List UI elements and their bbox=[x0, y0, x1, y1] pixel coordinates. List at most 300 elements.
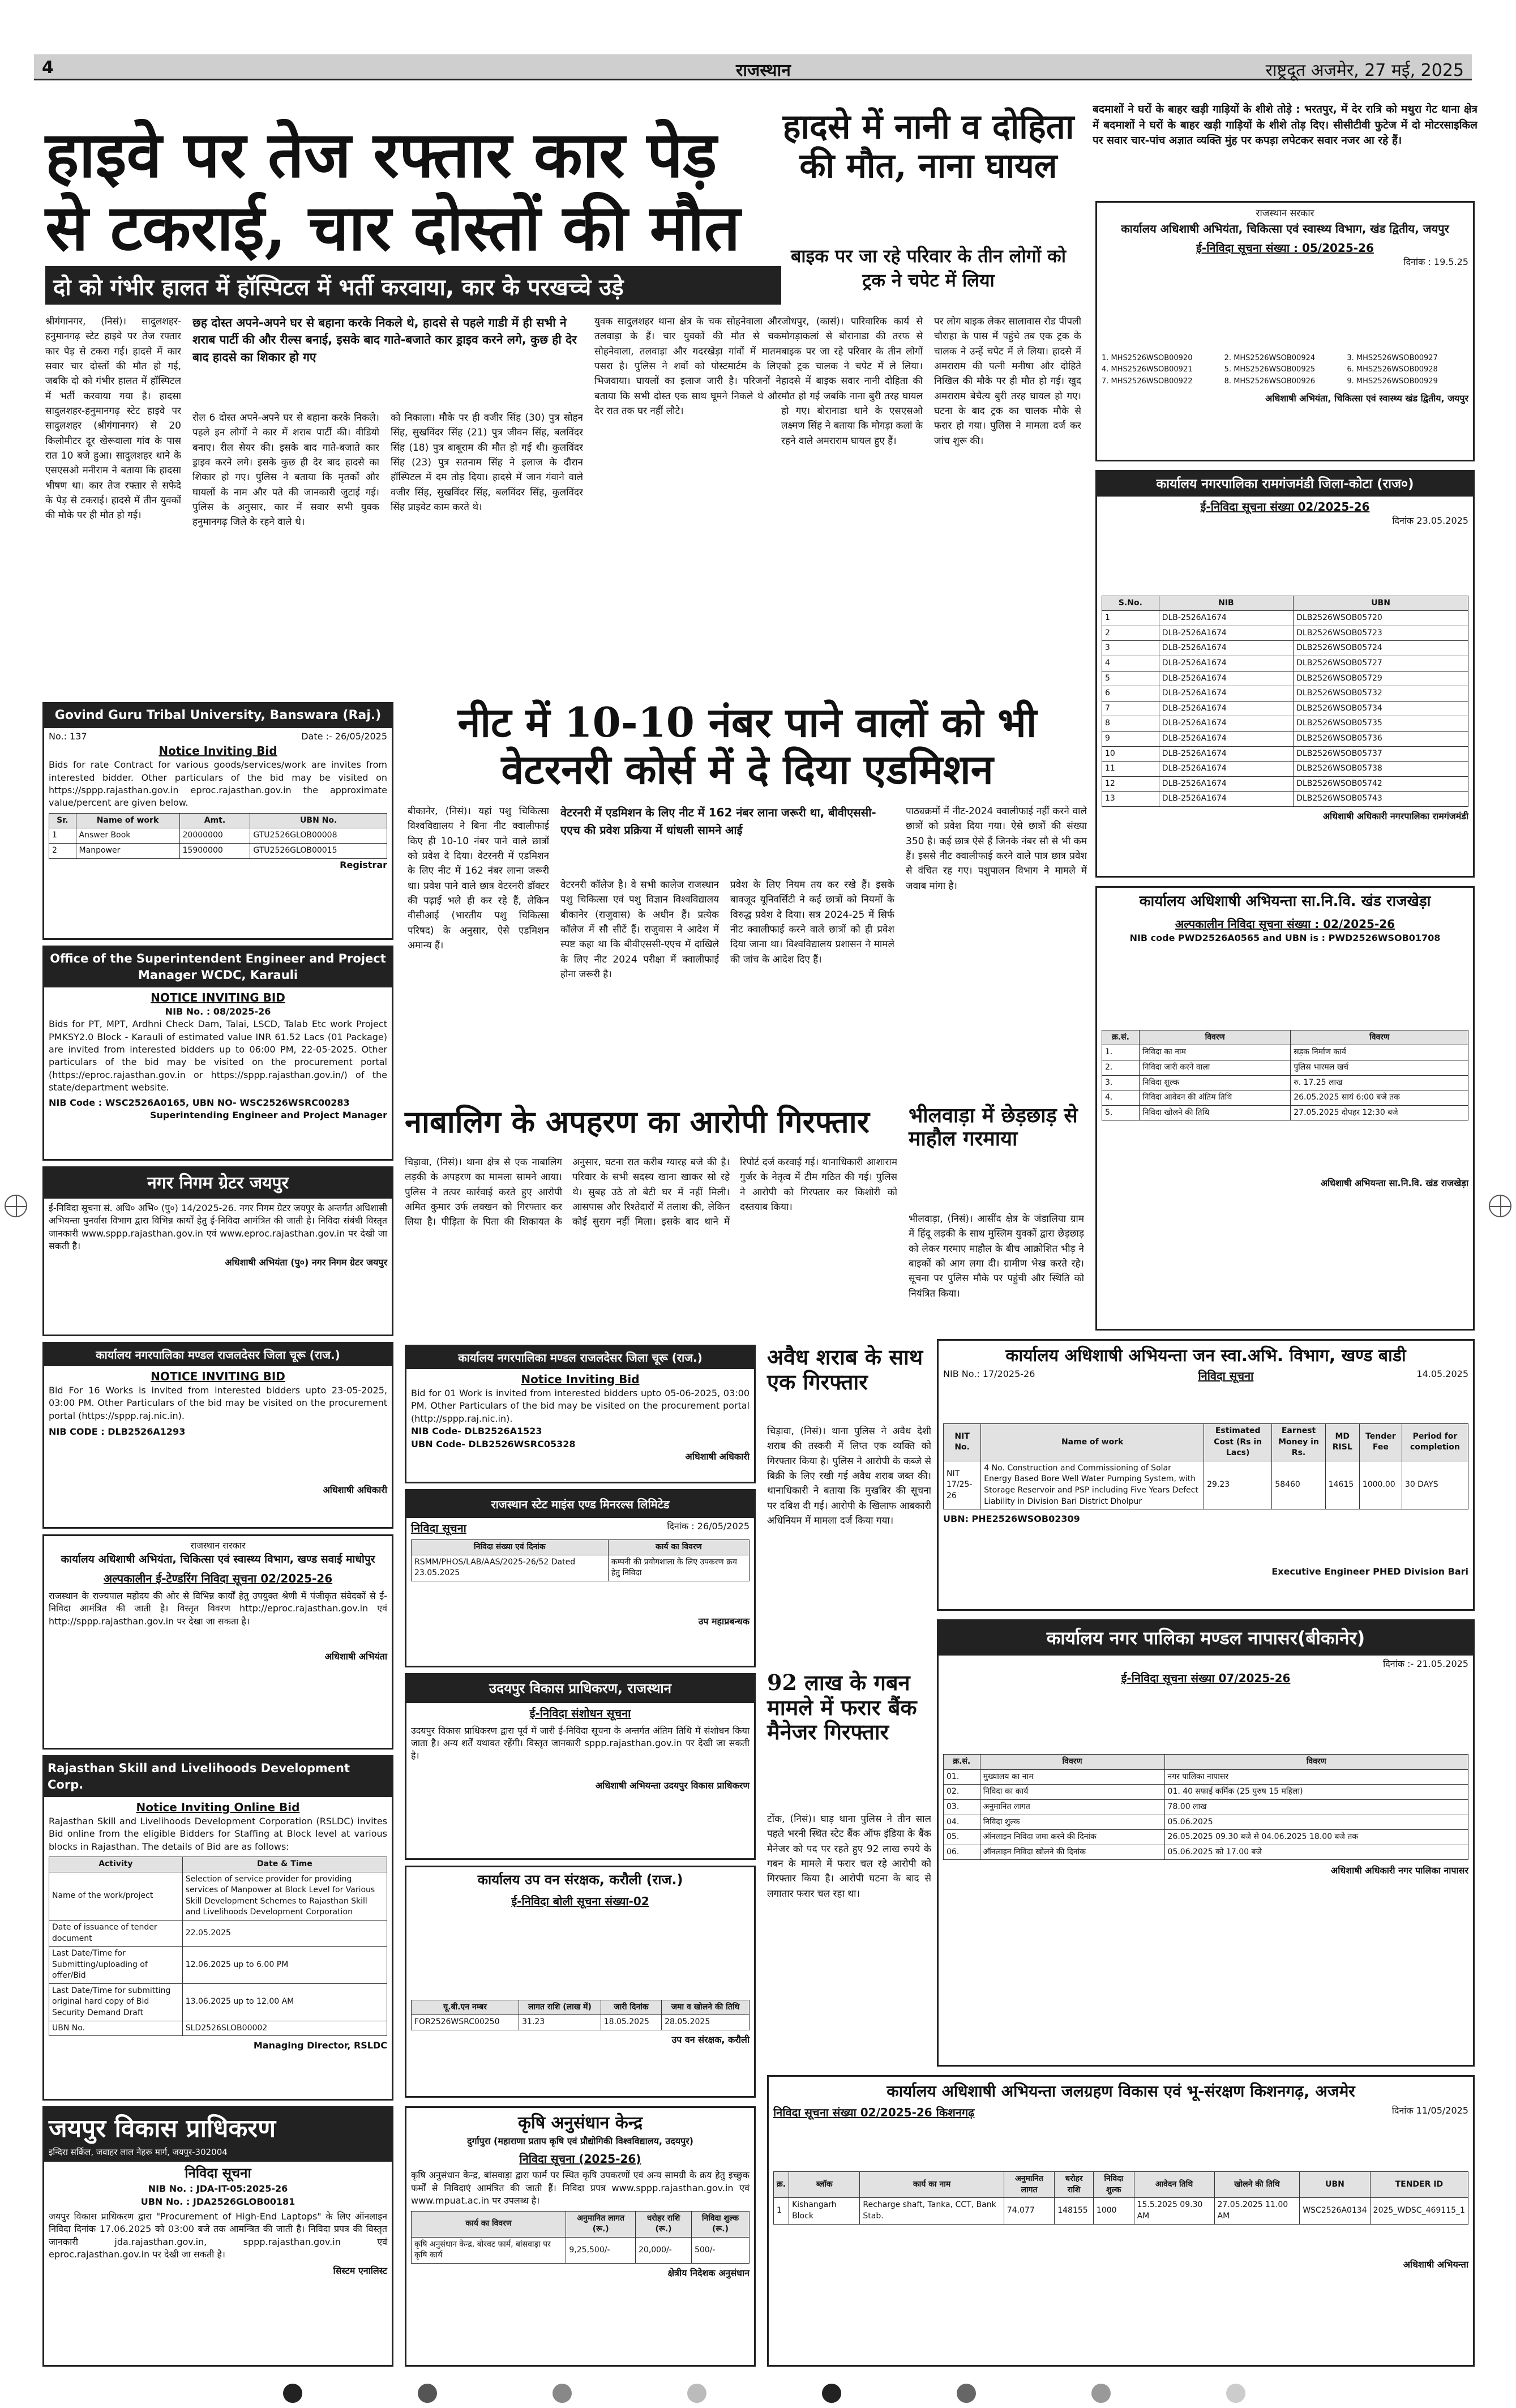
page-number: 4 bbox=[42, 58, 54, 78]
lead-body-1: श्रीगंगानगर, (निसं)। सादुलशहर-हनुमानगढ़ स्टेट हाइवे पर तेज रफ्तार कार पेड़ से टकरा गई। हादसे में कार सवार चार दोस्तों की मौत हो गई, जबकि दो को गंभीर हालत में हॉस्पिटल में भर्ती करवाया गया है। हादसा सादुलशहर-हनुमानगढ़ स्टेट हाइवे पर सादुलशहर (श्रीगंगानगर) से 20 किलोमीटर दूर खेरूवाला गांव के पास रात 10 बजे हुआ। सादुलशहर थाने के एसएसओ मनीराम ने बताया कि हादसा भीषण था। कार तेज रफ्तार से सफेदे के पेड़ से टकराई। हादसे में तीन युवकों की मौके पर ही मौत हो गई। bbox=[45, 316, 181, 521]
table-cell: 01. 40 सफाई कर्मिक (25 पुरुष 15 महिला) bbox=[1164, 1785, 1468, 1800]
table-row bbox=[1102, 701, 1468, 716]
table-header-cell: NIB bbox=[1159, 596, 1293, 611]
rsldc-sub: Notice Inviting Online Bid bbox=[136, 1800, 300, 1814]
table-header-cell: UBN bbox=[1300, 2172, 1370, 2198]
table-cell: 2 bbox=[1102, 626, 1159, 641]
jda-header bbox=[44, 2108, 392, 2162]
table-cell: कृषि अनुसंधान केन्द्र, बोरवट फार्म, बांसवाड़ा पर कृषि कार्य bbox=[412, 2237, 566, 2263]
table-cell: RSMM/PHOS/LAB/AAS/2025-26/52 Dated 23.05.2025 bbox=[412, 1555, 609, 1581]
churu-mid-ubn: UBN Code- DLB2526WSRC05328 bbox=[411, 1438, 576, 1449]
table-cell: 78.00 लाख bbox=[1164, 1799, 1468, 1815]
table-cell: Last Date/Time for Submitting/uploading of offer/Bid bbox=[49, 1947, 183, 1984]
table-cell: 148155 bbox=[1055, 2198, 1094, 2224]
table-cell: सड़क निर्माण कार्य bbox=[1291, 1045, 1468, 1060]
table-cell: DLB-2526A1674 bbox=[1159, 792, 1293, 807]
kishangarh-footer: अधिशाषी अभियन्ता bbox=[1403, 2259, 1468, 2270]
table-cell: 12 bbox=[1102, 776, 1159, 792]
table-row bbox=[944, 1830, 1468, 1845]
krishi-text: कृषि अनुसंधान केन्द्र, बांसवाड़ा द्वारा फार्म पर स्थित कृषि उपकरणों एवं अन्य सामग्री के क्रय हेतु इच्छुक फर्मों से निविदाएं आमंत्रित की जाती हैं। निविदा प्रपत्र www.sppp.rajasthan.gov.in एवं www.mpuat.ac.in पर उपलब्ध है। bbox=[411, 2170, 750, 2206]
rsldc-text: Rajasthan Skill and Livelihoods Development Corporation (RSLDC) invites Bid online from the eligible Bidders for Staffing at Block level at various blocks in Rajasthan. The details of Bid are as follows: bbox=[49, 1815, 387, 1852]
table-cell: 30 DAYS bbox=[1402, 1461, 1468, 1509]
ubn-item: 1. MHS2526WSOB00920 bbox=[1102, 354, 1193, 363]
table-cell: 13.06.2025 up to 12.00 AM bbox=[182, 1983, 387, 2021]
churu-left-sub: NOTICE INVITING BID bbox=[151, 1370, 285, 1383]
table-header-cell: Period for completion bbox=[1402, 1424, 1468, 1461]
table-cell: Selection of service provider for providing services of Manpower at Block Level for Various Skill Development Schemes to Rajasthan Skill and Livelihoods Development Corporation bbox=[182, 1872, 387, 1920]
table-cell: ऑनलाइन निविदा जमा करने की दिनांक bbox=[980, 1830, 1164, 1845]
color-dot bbox=[283, 2384, 302, 2403]
table-cell: 5 bbox=[1102, 671, 1159, 686]
table-header-cell: कार्य का विवरण bbox=[412, 2211, 566, 2237]
table-row bbox=[1102, 641, 1468, 656]
table-cell: 13 bbox=[1102, 792, 1159, 807]
tender-gov-label: राजस्थान सरकार bbox=[1256, 208, 1314, 219]
churu-mid-nib: NIB Code- DLB2526A1523 bbox=[411, 1426, 542, 1437]
table-cell: GTU2526GLOB00008 bbox=[250, 828, 387, 844]
color-dot bbox=[1091, 2384, 1111, 2403]
table-cell: DLB2526WSOB05729 bbox=[1294, 671, 1468, 686]
right-news-brief: बदमाशों ने घरों के बाहर खड़ी गाड़ियों के शीशे तोड़े : भरतपुर, में देर रात्रि को मथुरा गेट थाना क्षेत्र में बदमाशों ने घरों के बाहर खड़ी गाड़ियों के शीशे तोड़ दिए। सीसीटीवी फुटेज में दो मोटरसाइकिल पर सवार चार-पांच अज्ञात व्यक्ति मुंह पर कपड़ा लपेटकर सवार नजर आ रहे हैं। bbox=[1093, 103, 1478, 147]
table-cell: 3 bbox=[1102, 641, 1159, 656]
table-cell: 1 bbox=[49, 828, 76, 844]
jda-addr: इन्दिरा सर्किल, जवाहर लाल नेहरू मार्ग, जयपुर-302004 bbox=[49, 2146, 228, 2157]
table-cell: DLB-2526A1674 bbox=[1159, 716, 1293, 732]
wcdc-text: Bids for PT, MPT, Ardhni Check Dam, Talai, LSCD, Talab Etc work Project PMKSY2.0 Block - Karauli of estimated value INR 61.52 Lacs (01 Package) are invited from interested bidders up to 06:00 PM, 22-05-2025. Other particulars of the bid may be visited on the procurement portal (https://eproc.rajasthan.gov.in or https://sppp.rajasthan.gov.in/) of the state/department website. bbox=[49, 1019, 387, 1093]
table-cell: निविदा शुल्क bbox=[980, 1815, 1164, 1830]
tender-wcdc bbox=[42, 946, 393, 1161]
table-cell: 06. bbox=[944, 1845, 980, 1860]
table-row bbox=[49, 2021, 387, 2036]
krishi-title: कृषि अनुसंधान केन्द्र bbox=[518, 2113, 643, 2133]
story2-body-2: पर लोग बाइक लेकर सालावास रोड पीपली चौराहा के पास में पहुंचे तब एक ट्रक के चालक ने उन्हें चपेट में ले लिया। हादसे में अमराराम की पत्नी मनीषा और दोहिते निखिल की मौके पर ही मौत हो गई। खुद अमराराम बेचैत्य बुरी तरह घायल हो गए। घटना के बाद ट्रक का चालक मौके से फरार हो गया। पुलिस ने मामला दर्ज कर जांच शुरू की। bbox=[934, 316, 1081, 447]
table-cell: 500/- bbox=[691, 2237, 749, 2263]
bhilwara-headline: भीलवाड़ा में छेड़छाड़ से माहौल गरमाया bbox=[909, 1104, 1078, 1151]
table-header-cell: Name of work bbox=[981, 1424, 1204, 1461]
neet-headline: नीट में 10-10 नंबर पाने वालों को भी वेटरनरी कोर्स में दे दिया एडमिशन bbox=[457, 698, 1037, 793]
medical-sm-title: कार्यालय अधिशाषी अभियंता, चिकित्सा एवं स्वास्थ्य विभाग, खण्ड सवाई माधोपुर bbox=[61, 1553, 375, 1566]
table-header-cell: Name of work bbox=[76, 813, 179, 828]
table-row bbox=[944, 1799, 1468, 1815]
udaipur-footer: अधिशाषी अभियन्ता उदयपुर विकास प्राधिकरण bbox=[595, 1780, 750, 1791]
nigam-footer: अधिशाषी अभियंता (पु०) नगर निगम ग्रेटर जयपुर bbox=[225, 1256, 387, 1268]
table-cell: 3. bbox=[1102, 1075, 1140, 1090]
color-dot bbox=[822, 2384, 841, 2403]
table-cell: 05. bbox=[944, 1830, 980, 1845]
table-row bbox=[1102, 792, 1468, 807]
udaipur-title: उदयपुर विकास प्राधिकरण, राजस्थान bbox=[406, 1675, 754, 1703]
tender-phed bbox=[937, 1339, 1475, 1611]
ubn-item: 4. MHS2526WSOB00921 bbox=[1102, 365, 1193, 374]
table-header-cell: खोलने की तिथि bbox=[1214, 2172, 1300, 2198]
table-header-cell: जारी दिनांक bbox=[601, 2000, 661, 2015]
jda-notice: निविदा सूचना bbox=[185, 2165, 251, 2181]
table-header-cell: लागत राशि (लाख में) bbox=[519, 2000, 601, 2015]
table-cell: पुलिस भारमल खर्च bbox=[1291, 1060, 1468, 1075]
color-dot bbox=[957, 2384, 976, 2403]
table-cell: UBN No. bbox=[49, 2021, 183, 2036]
medical-sm-footer: अधिशाषी अभियंता bbox=[324, 1651, 387, 1662]
table-row bbox=[1102, 656, 1468, 671]
napasar-date: दिनांक :- 21.05.2025 bbox=[1383, 1658, 1468, 1669]
liquor-body: चिड़ावा, (निसं)। थाना पुलिस ने अवैध देशी शराब की तस्करी में लिप्त एक व्यक्ति को गिरफ्तार किया है। पुलिस ने आरोपी के कब्जे से बिक्री के लिए रखी गई अवैध शराब जब्त की। थानाधिकारी ने बताया कि मुखबिर की सूचना पर दबिश दी गई। आरोपी के खिलाफ आबकारी अधिनियम में मामला दर्ज किया गया। bbox=[767, 1426, 931, 1527]
table-cell: 22.05.2025 bbox=[182, 1920, 387, 1946]
table-cell: DLB2526WSOB05743 bbox=[1294, 792, 1468, 807]
tender-udaipur bbox=[405, 1673, 756, 1860]
govind-title: Govind Guru Tribal University, Banswara (Raj.) bbox=[44, 704, 392, 728]
table-cell: GTU2526GLOB00015 bbox=[250, 843, 387, 858]
ramganj-table bbox=[1102, 596, 1468, 807]
table-cell: SLD2526SLOB00002 bbox=[182, 2021, 387, 2036]
table-cell: DLB-2526A1674 bbox=[1159, 671, 1293, 686]
forest-title: कार्यालय उप वन संरक्षक, करौली (राज.) bbox=[477, 1872, 683, 1888]
table-cell: 1000 bbox=[1093, 2198, 1134, 2224]
page-masthead bbox=[34, 54, 1472, 80]
table-cell: निविदा आवेदन की अंतिम तिथि bbox=[1140, 1090, 1291, 1106]
ubn-item: 9. MHS2526WSOB00929 bbox=[1347, 377, 1438, 386]
table-cell: 27.05.2025 11.00 AM bbox=[1214, 2198, 1300, 2224]
lead-body-2: रोल 6 दोस्त अपने-अपने घर से बहाना करके निकले। पहले इन लोगों ने कार में शराब पार्टी की। वीडियो बनाए। रील सेयर की। इसके बाद गाते-बजाते कार ड्राइव करने लगे। इसके कुछ ही देर बाद हादसे का शिकार हो गए। पुलिस ने बताया कि मृतकों और घायलों के नाम और पते की जानकारी जुटाई गई। पुलिस के अनुसार, कार में सवार सभी युवक हनुमानगढ़ जिले के रहने वाले थे। bbox=[192, 412, 379, 528]
table-header-cell: Date & Time bbox=[182, 1857, 387, 1872]
tender-rajkhera bbox=[1095, 886, 1475, 1331]
table-row bbox=[1102, 776, 1468, 792]
color-dot bbox=[418, 2384, 437, 2403]
mines-notice: निविदा सूचना bbox=[411, 1521, 466, 1535]
table-header-cell: विवरण bbox=[1291, 1030, 1468, 1045]
krishi-notice: निविदा सूचना (2025-26) bbox=[519, 2152, 641, 2166]
table-cell: 1 bbox=[1102, 611, 1159, 626]
jda-title: जयपुर विकास प्राधिकरण bbox=[49, 2114, 276, 2143]
govind-text: Bids for rate Contract for various goods/services/work are invites from interested bidder. Other particulars of the bid may be visited on https://sppp.rajasthan.gov.in eproc.rajasthan.gov.in the approximate value/percent are given below. bbox=[49, 759, 387, 809]
table-cell: 05.06.2025 को 17.00 बजे bbox=[1164, 1845, 1468, 1860]
table-cell: Date of issuance of tender document bbox=[49, 1920, 183, 1946]
lead-subhead: दो को गंभीर हालत में हॉस्पिटल में भर्ती करवाया, कार के परखच्चे उड़े bbox=[45, 266, 781, 305]
table-cell: 9,25,500/- bbox=[566, 2237, 636, 2263]
table-row bbox=[1102, 671, 1468, 686]
table-row bbox=[944, 1461, 1468, 1509]
table-cell: DLB-2526A1674 bbox=[1159, 776, 1293, 792]
tender-krishi bbox=[405, 2106, 756, 2367]
wcdc-nib: NIB No. : 08/2025-26 bbox=[165, 1006, 271, 1017]
wcdc-nibcode: NIB Code : WSC2526A0165, UBN NO- WSC2526WSRC00283 bbox=[49, 1097, 350, 1108]
neet-body-2: वेटरनरी कॉलेज है। वे सभी कालेज राजस्थान पशु चिकित्सा एवं पशु विज्ञान विश्वविद्यालय बीकानेर (राजुवास) के अधीन हैं। प्रत्येक कॉलेज में सौ सीटें हैं। राजुवास ने आदेश में स्पष्ट कहा था कि बीवीएससी-एएच में दाखिले के लिए नीट 2024 परीक्षा में क्वालीफाई होना जरूरी है। bbox=[560, 879, 719, 981]
churu-left-title: कार्यालय नगरपालिका मण्डल राजलदेसर जिला चूरू (राज.) bbox=[44, 1344, 392, 1366]
table-cell: 58460 bbox=[1272, 1461, 1325, 1509]
table-row bbox=[1102, 1045, 1468, 1060]
table-cell: 26.05.2025 सायं 6:00 बजे तक bbox=[1291, 1090, 1468, 1106]
udaipur-text: उदयपुर विकास प्राधिकरण द्वारा पूर्व में जारी ई-निविदा सूचना के अन्तर्गत अंतिम तिथि में संशोधन किया जाता है। अन्य शर्तें यथावत रहेंगी। विस्तृत जानकारी sppp.rajasthan.gov.in पर देखी जा सकती है। bbox=[411, 1725, 750, 1761]
tender-footer: अधिशाषी अभियंता, चिकित्सा एवं स्वास्थ्य खंड द्वितीय, जयपुर bbox=[1265, 392, 1468, 404]
table-cell: 8 bbox=[1102, 716, 1159, 732]
edition-date: राष्ट्रदूत अजमेर, 27 मई, 2025 bbox=[1265, 61, 1464, 80]
table-cell: निविदा शुल्क bbox=[1140, 1075, 1291, 1090]
ramganj-notice: ई-निविदा सूचना संख्या 02/2025-26 bbox=[1200, 500, 1370, 514]
krishi-addr: दुर्गापुरा (महाराणा प्रताप कृषि एवं प्रौद्योगिकी विश्वविद्यालय, उदयपुर) bbox=[467, 2136, 693, 2146]
medical-sm-notice: अल्पकालीन ई-टेण्डरिंग निविदा सूचना 02/2025-26 bbox=[103, 1571, 333, 1585]
table-header-cell: कार्य का नाम bbox=[860, 2172, 1004, 2198]
registration-mark-top-left bbox=[5, 1195, 27, 1217]
phed-footer: Executive Engineer PHED Division Bari bbox=[1271, 1566, 1468, 1577]
neet-highlight: वेटरनरी में एडमिशन के लिए नीट में 162 नंबर लाना जरूरी था, बीवीएससी-एएच की प्रवेश प्रक्रिया में धांधली सामने आई bbox=[560, 806, 876, 837]
jda-ubn: UBN No. : JDA2526GLOB00181 bbox=[140, 2196, 296, 2207]
phed-notice: निविदा सूचना bbox=[1198, 1369, 1254, 1383]
table-header-cell: S.No. bbox=[1102, 596, 1159, 611]
govind-table bbox=[49, 813, 387, 859]
forest-table bbox=[411, 2000, 750, 2030]
tender-kishangarh bbox=[767, 2075, 1475, 2367]
table-cell: 01. bbox=[944, 1769, 980, 1785]
table-header-cell: कार्य का विवरण bbox=[608, 1540, 749, 1555]
bank-body: टोंक, (निसं)। घाड़ थाना पुलिस ने तीन साल पहले भरनी स्थित स्टेट बैंक ऑफ इंडिया के बैंक मैनेजर को पद पर रहते हुए 92 लाख रुपये के गबन के मामले में फरार चल रहे आरोपी को गिरफ्तार किया है। आरोपी घटना के बाद से लगातार फरार चल रहा था। bbox=[767, 1814, 931, 1900]
table-header-cell: Sr. bbox=[49, 813, 76, 828]
lead-body-4: युवक सादुलशहर थाना क्षेत्र के चक सोहनेवाला और तलवाड़ा के हैं। चार युवकों की मौत से चक सोहनेवाला, तलवाड़ा और गदरखेड़ा गांवों में मातम पसरा है। पुलिस ने शवों को पोस्टमार्टम के लिए भिजवाया। घायलों का इलाज जारी है। परिजनों ने बताया कि सभी दोस्त एक साथ घूमने निकले थे और देर रात तक घर नहीं लौटे। bbox=[594, 316, 781, 417]
color-dot bbox=[1226, 2384, 1245, 2403]
ubn-item: 8. MHS2526WSOB00926 bbox=[1224, 377, 1316, 386]
color-dot bbox=[687, 2384, 706, 2403]
lead-highlight: छह दोस्त अपने-अपने घर से बहाना करके निकले थे, हादसे से पहले गाडी में ही सभी ने शराब पार्टी की और रील्स बनाई, इसके बाद गाते-बजाते कार ड्राइव करने लगे, कुछ ही देर बाद हादसे का शिकार हो गए bbox=[192, 316, 577, 364]
table-row bbox=[1102, 611, 1468, 626]
table-header-cell: धरोहर राशि (रू.) bbox=[636, 2211, 692, 2237]
table-cell: Name of the work/project bbox=[49, 1872, 183, 1920]
churu-left-footer: अधिशाषी अधिकारी bbox=[323, 1484, 387, 1495]
table-cell: निविदा का कार्य bbox=[980, 1785, 1164, 1800]
table-cell: 18.05.2025 bbox=[601, 2015, 661, 2030]
tender-title: ई-निविदा सूचना संख्या : 05/2025-26 bbox=[1196, 241, 1374, 255]
krishi-table bbox=[411, 2211, 750, 2264]
table-cell: कम्पनी की प्रयोगशाला के लिए उपकरण क्रय हेतु निविदा bbox=[608, 1555, 749, 1581]
table-cell: DLB-2526A1674 bbox=[1159, 611, 1293, 626]
table-row bbox=[49, 843, 387, 858]
table-cell: Manpower bbox=[76, 843, 179, 858]
table-cell: रु. 17.25 लाख bbox=[1291, 1075, 1468, 1090]
table-cell: 2 bbox=[49, 843, 76, 858]
table-row bbox=[944, 1785, 1468, 1800]
neet-body-4: पाठ्यक्रमों में नीट-2024 क्वालीफाई नहीं करने वाले छात्रों को प्रवेश दिया गया। ऐसे छात्रों की संख्या 350 है। कई छात्र ऐसे हैं जिनके नंबर सौ से भी कम हैं। इससे नीट क्वालीफाई करने वाले पात्र छात्र प्रवेश से वंचित रह गए। पशुपालन विभाग ने मामले में जवाब मांगा है। bbox=[906, 806, 1087, 892]
table-cell: 14615 bbox=[1325, 1461, 1359, 1509]
table-header-cell: UBN bbox=[1294, 596, 1468, 611]
rajkhera-notice: अल्पकालीन निविदा सूचना संख्या : 02/2025-26 bbox=[1175, 917, 1395, 931]
table-header-cell: विवरण bbox=[1140, 1030, 1291, 1045]
table-cell: 1000.00 bbox=[1359, 1461, 1402, 1509]
table-header-cell: Estimated Cost (Rs in Lacs) bbox=[1204, 1424, 1272, 1461]
table-cell: DLB2526WSOB05742 bbox=[1294, 776, 1468, 792]
rajkhera-title: कार्यालय अधिशाषी अभियन्ता सा.नि.वि. खंड राजखेड़ा bbox=[1139, 893, 1431, 910]
kishangarh-table bbox=[773, 2171, 1468, 2224]
lead-body-3: को निकाला। मौके पर ही वजीर सिंह (30) पुत्र सोहन सिंह, सुखविंदर सिंह (21) पुत्र जीवन सिंह, बलविंदर सिंह (18) पुत्र बाबूराम की मौत हो गई थी। कुलविंदर सिंह (23) पुत्र सतनाम सिंह ने इलाज के दौरान हॉस्पिटल में दम तोड़ दिया। हादसे में जान गंवाने वाले वजीर सिंह, सुखविंदर सिंह, बलविंदर सिंह, कुलविंदर सिंह प्राइवेट काम करते थे। bbox=[391, 412, 583, 514]
tender-churu-mid bbox=[405, 1345, 756, 1483]
tender-napasar bbox=[937, 1619, 1475, 2067]
table-cell: निविदा जारी करने वाला bbox=[1140, 1060, 1291, 1075]
ramganj-title: कार्यालय नगरपालिका रामगंजमंडी जिला-कोटा (राज०) bbox=[1097, 472, 1473, 497]
table-cell: 4. bbox=[1102, 1090, 1140, 1106]
tender-rsldc bbox=[42, 1755, 393, 2101]
table-row bbox=[1102, 1075, 1468, 1090]
table-row bbox=[774, 2198, 1468, 2224]
table-header-cell: विवरण bbox=[980, 1755, 1164, 1770]
table-header-cell: यू.बी.एन नम्बर bbox=[412, 2000, 519, 2015]
rsldc-footer: Managing Director, RSLDC bbox=[253, 2040, 387, 2051]
tender-ramganj bbox=[1095, 470, 1475, 878]
churu-left-nib: NIB CODE : DLB2526A1293 bbox=[49, 1426, 186, 1438]
govind-footer: Registrar bbox=[340, 859, 387, 870]
table-cell: 04. bbox=[944, 1815, 980, 1830]
phed-table bbox=[943, 1423, 1468, 1509]
table-header-cell: अनुमानित लागत (रू.) bbox=[566, 2211, 636, 2237]
napasar-table bbox=[943, 1754, 1468, 1860]
table-row bbox=[412, 1555, 750, 1581]
color-bar bbox=[283, 2384, 1245, 2404]
table-row bbox=[1102, 716, 1468, 732]
tender-nagar-nigam bbox=[42, 1166, 393, 1336]
table-cell: 28.05.2025 bbox=[662, 2015, 750, 2030]
table-cell: NIT 17/25-26 bbox=[944, 1461, 981, 1509]
table-cell: 20,000/- bbox=[636, 2237, 692, 2263]
table-row bbox=[1102, 746, 1468, 762]
table-cell: DLB-2526A1674 bbox=[1159, 701, 1293, 716]
rajkhera-nib: NIB code PWD2526A0565 and UBN is : PWD2526WSOB01708 bbox=[1129, 933, 1441, 944]
rsldc-title: Rajasthan Skill and Livelihoods Development Corp. bbox=[44, 1757, 392, 1797]
wcdc-title: Office of the Superintendent Engineer and Project Manager WCDC, Karauli bbox=[44, 947, 392, 987]
nigam-text: ई-निविदा सूचना सं. अधि० अभि० (पु०) 14/2025-26. नगर निगम ग्रेटर जयपुर के अन्तर्गत अधिशासी अभियन्ता पुनर्वास विभाग द्वारा विभिन्न कार्यों हेतु ई-निविदा आमंत्रित की जाती है। निविदा संबंधी विस्तृत जानकारी www.sppp.rajasthan.gov.in एवं www.eproc.rajasthan.gov.in पर देखी जा सकती है। bbox=[49, 1203, 387, 1252]
table-row bbox=[944, 1815, 1468, 1830]
table-cell: DLB-2526A1674 bbox=[1159, 746, 1293, 762]
churu-mid-footer: अधिशाषी अधिकारी bbox=[685, 1451, 750, 1462]
table-row bbox=[49, 828, 387, 844]
govind-sub: Notice Inviting Bid bbox=[159, 744, 277, 758]
table-row bbox=[1102, 626, 1468, 641]
table-cell: 31.23 bbox=[519, 2015, 601, 2030]
table-cell: WSC2526A0134 bbox=[1300, 2198, 1370, 2224]
table-cell: नगर पालिका नापासर bbox=[1164, 1769, 1468, 1785]
kishangarh-title: कार्यालय अधिशाषी अभियन्ता जलग्रहण विकास एवं भू-संरक्षण किशनगढ़, अजमेर bbox=[887, 2082, 1355, 2101]
table-cell: 11 bbox=[1102, 762, 1159, 777]
churu-mid-text: Bid for 01 Work is invited from interested bidders upto 05-06-2025, 03:00 PM. Other Particulars of the bid may be visited on the procurement portal (http://sppp.raj.nic.in). bbox=[411, 1388, 750, 1424]
kishangarh-date: दिनांक 11/05/2025 bbox=[1391, 2105, 1468, 2116]
table-cell: 2. bbox=[1102, 1060, 1140, 1075]
table-cell: FOR2526WSRC00250 bbox=[412, 2015, 519, 2030]
mines-date: दिनांक : 26/05/2025 bbox=[667, 1521, 750, 1532]
churu-mid-sub: Notice Inviting Bid bbox=[521, 1372, 640, 1386]
table-row bbox=[1102, 686, 1468, 702]
table-header-cell: निविदा संख्या एवं दिनांक bbox=[412, 1540, 609, 1555]
table-cell: अनुमानित लागत bbox=[980, 1799, 1164, 1815]
table-cell: 6 bbox=[1102, 686, 1159, 702]
neet-body-1: बीकानेर, (निसं)। यहां पशु चिकित्सा विश्वविद्यालय ने बिना नीट क्वालीफाई किए ही 10-10 नंबर पाने वाले छात्रों को प्रवेश दे दिया। वेटरनरी में एडमिशन के लिए नीट में 162 नंबर लाना जरूरी था। प्रवेश पाने वाले छात्र वेटरनरी डॉक्टर की पढ़ाई भले ही कर रहे हैं, लेकिन वीसीआई (भारतीय पशु चिकित्सा परिषद) के अनुसार, ऐसे एडमिशन अमान्य हैं। bbox=[408, 806, 549, 952]
krishi-footer: क्षेत्रीय निदेशक अनुसंधान bbox=[667, 2267, 750, 2278]
table-header-cell: Earnest Money in Rs. bbox=[1272, 1424, 1325, 1461]
neet-body-3: प्रवेश के लिए नियम तय कर रखे हैं। इसके बावजूद यूनिवर्सिटी ने कई छात्रों को नियमों के विरुद्ध प्रवेश दे दिया। सत्र 2024-25 में सिर्फ नीट क्वालीफाई करने वाले छात्रों को ही प्रवेश दिया जाना था। विश्वविद्यालय प्रशासन ने मामले की जांच के आदेश दिए हैं। bbox=[730, 879, 894, 965]
napasar-notice: ई-निविदा सूचना संख्या 07/2025-26 bbox=[1121, 1671, 1291, 1686]
tender-date: दिनांक : 19.5.25 bbox=[1403, 256, 1468, 267]
table-cell: DLB2526WSOB05736 bbox=[1294, 731, 1468, 746]
table-cell: 05.06.2025 bbox=[1164, 1815, 1468, 1830]
churu-mid-title: कार्यालय नगरपालिका मण्डल राजलदेसर जिला चूरू (राज.) bbox=[406, 1346, 754, 1369]
table-header-cell: आवेदन तिथि bbox=[1134, 2172, 1214, 2198]
table-header-cell: अनुमानित लागत bbox=[1004, 2172, 1054, 2198]
table-cell: 27.05.2025 दोपहर 12:30 बजे bbox=[1291, 1105, 1468, 1120]
table-cell: 15.5.2025 09.30 AM bbox=[1134, 2198, 1214, 2224]
forest-footer: उप वन संरक्षक, करौली bbox=[671, 2034, 750, 2045]
ubn-item: 2. MHS2526WSOB00924 bbox=[1224, 354, 1316, 363]
mines-table bbox=[411, 1539, 750, 1581]
table-cell: DLB-2526A1674 bbox=[1159, 731, 1293, 746]
ubn-item: 7. MHS2526WSOB00922 bbox=[1102, 377, 1193, 386]
churu-left-text: Bid For 16 Works is invited from interested bidders upto 23-05-2025, 03:00 PM. Other Particulars of the bid may be visited on the procurement portal (https://sppp.raj.nic.in). bbox=[49, 1385, 387, 1421]
table-cell: Last Date/Time for submitting original hard copy of Bid Security Demand Draft bbox=[49, 1983, 183, 2021]
table-cell: 9 bbox=[1102, 731, 1159, 746]
table-cell: 2025_WDSC_469115_1 bbox=[1370, 2198, 1468, 2224]
table-cell: DLB2526WSOB05735 bbox=[1294, 716, 1468, 732]
color-dot bbox=[553, 2384, 572, 2403]
table-row bbox=[1102, 1090, 1468, 1106]
tender-karauli-forest bbox=[405, 1866, 756, 2098]
table-row bbox=[1102, 1060, 1468, 1075]
table-cell: DLB2526WSOB05737 bbox=[1294, 746, 1468, 762]
table-header-cell: ब्लॉक bbox=[789, 2172, 860, 2198]
table-cell: Answer Book bbox=[76, 828, 179, 844]
table-header-cell: Amt. bbox=[179, 813, 250, 828]
table-row bbox=[944, 1845, 1468, 1860]
table-cell: DLB-2526A1674 bbox=[1159, 762, 1293, 777]
govind-date: Date :- 26/05/2025 bbox=[301, 730, 387, 742]
phed-nib: NIB No.: 17/2025-26 bbox=[943, 1368, 1035, 1379]
table-header-cell: जमा व खोलने की तिथि bbox=[662, 2000, 750, 2015]
table-header-cell: क्र. bbox=[774, 2172, 789, 2198]
table-cell: 20000000 bbox=[179, 828, 250, 844]
table-cell: DLB-2526A1674 bbox=[1159, 641, 1293, 656]
lead-headline: हाइवे पर तेज रफ्तार कार पेड़ से टकराई, चार दोस्तों की मौत bbox=[45, 118, 740, 265]
table-row bbox=[1102, 1105, 1468, 1120]
udaipur-notice: ई-निविदा संशोधन सूचना bbox=[529, 1706, 631, 1720]
bank-headline: 92 लाख के गबन मामले में फरार बैंक मैनेजर गिरफ्तार bbox=[767, 1670, 917, 1745]
table-row bbox=[49, 1947, 387, 1984]
phed-date: 14.05.2025 bbox=[1416, 1368, 1468, 1379]
jda-footer: सिस्टम एनालिस्ट bbox=[333, 2265, 387, 2276]
medical-sm-text: राजस्थान के राज्यपाल महोदय की ओर से विभिन्न कार्यों हेतु उपयुक्त श्रेणी में पंजीकृत संवेदकों से ई-निविदा आमंत्रित की जाती है। विस्तृत विवरण http://eproc.rajasthan.gov.in एवं http://sppp.rajasthan.gov.in पर देखा जा सकता है। bbox=[49, 1590, 387, 1627]
table-cell: 29.23 bbox=[1204, 1461, 1272, 1509]
table-cell: DLB-2526A1674 bbox=[1159, 686, 1293, 702]
napasar-title: कार्यालय नगर पालिका मण्डल नापासर(बीकानेर) bbox=[939, 1621, 1473, 1656]
tender-jda bbox=[42, 2106, 393, 2367]
table-cell: 7 bbox=[1102, 701, 1159, 716]
table-cell: 26.05.2025 09.30 बजे से 04.06.2025 18.00 बजे तक bbox=[1164, 1830, 1468, 1845]
nabalig-headline: नाबालिग के अपहरण का आरोपी गिरफ्तार bbox=[405, 1104, 870, 1140]
table-cell: DLB2526WSOB05732 bbox=[1294, 686, 1468, 702]
phed-title: कार्यालय अधिशाषी अभियन्ता जन स्वा.अभि. विभाग, खण्ड बाडी bbox=[1005, 1346, 1406, 1366]
table-header-cell: विवरण bbox=[1164, 1755, 1468, 1770]
section-name: राजस्थान bbox=[736, 61, 791, 80]
wcdc-sub: NOTICE INVITING BID bbox=[151, 990, 285, 1004]
table-header-cell: NIT No. bbox=[944, 1424, 981, 1461]
table-cell: मुख्यालय का नाम bbox=[980, 1769, 1164, 1785]
rsldc-table bbox=[49, 1857, 387, 2036]
tender-churu-left bbox=[42, 1342, 393, 1529]
table-row bbox=[412, 2015, 750, 2030]
table-cell: 12.06.2025 up to 6.00 PM bbox=[182, 1947, 387, 1984]
table-row bbox=[944, 1769, 1468, 1785]
nigam-title: नगर निगम ग्रेटर जयपुर bbox=[44, 1168, 392, 1199]
table-cell: 10 bbox=[1102, 746, 1159, 762]
ubn-item: 3. MHS2526WSOB00927 bbox=[1347, 354, 1438, 363]
kishangarh-notice: निविदा सूचना संख्या 02/2025-26 किशनगढ़ bbox=[773, 2106, 975, 2120]
table-cell: DLB2526WSOB05734 bbox=[1294, 701, 1468, 716]
table-cell: DLB-2526A1674 bbox=[1159, 656, 1293, 671]
story2-body-1: जोधपुर, (कासं)। पारिवारिक कार्य से मोगड़ाकलां से बोरानाडा की तरफ से बाइक पर जा रहे परिवार के तीन लोगों को ट्रक चालक ने चपेट में ले लिया। हादसे में बाइक सवार नानी दोहिता की मौत हो गई जबकि नाना बुरी तरह घायल हो गए। बोरानाडा थाने के एसएसओ लक्ष्मण सिंह ने बताया कि मोगड़ा कलां के रहने वाले अमराराम घायल हुए हैं। bbox=[781, 316, 923, 447]
mines-footer: उप महाप्रबन्धक bbox=[698, 1615, 750, 1627]
phed-ubn: UBN: PHE2526WSOB02309 bbox=[943, 1513, 1080, 1525]
wcdc-footer: Superintending Engineer and Project Manager bbox=[150, 1109, 387, 1120]
table-row bbox=[49, 1872, 387, 1920]
